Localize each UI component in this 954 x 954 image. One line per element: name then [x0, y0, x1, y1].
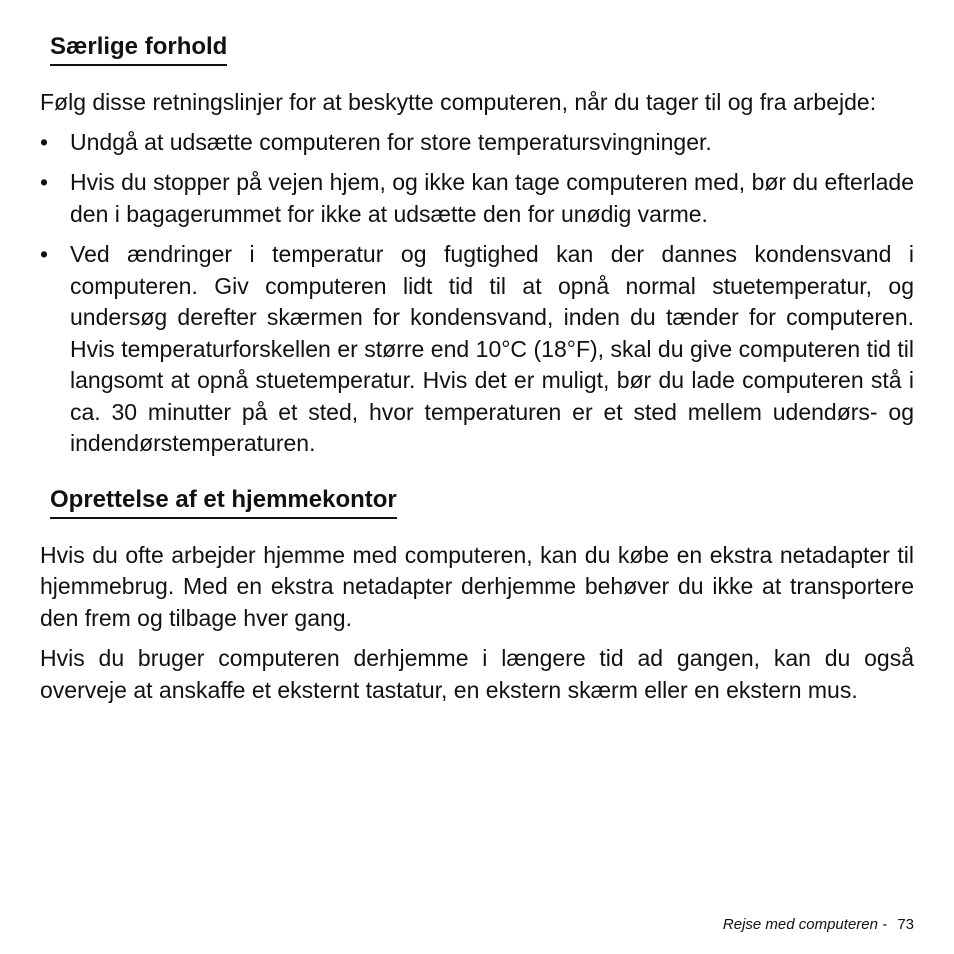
page-footer	[723, 916, 914, 933]
bullet-glyph: •	[40, 169, 49, 195]
section-heading-saerlige-forhold: Særlige forhold	[50, 30, 227, 66]
footer-chapter-title: Rejse med computeren -	[722, 916, 888, 933]
footer-page-number: 73	[897, 916, 914, 933]
list-item-text: Ved ændringer i temperatur og fugtighed kan der dannes kondensvand i computeren. Giv computeren lidt tid til at opnå normal stuetemperatur, og undersøg derefter skærmen for kondensvand, inden du tænder for computeren. Hvis temperaturforskellen er større end 10°C (18°F), skal du give computeren tid til langsomt at opnå stuetemperatur. Hvis det er muligt, bør du lade computeren stå i ca. 30 minutter på et sted, hvor temperaturen er et sted mellem udendørs- og indendørstemperaturen.	[70, 241, 914, 456]
bullet-glyph: •	[40, 128, 49, 155]
bullet-list	[40, 127, 914, 460]
section-heading-hjemmekontor: Oprettelse af et hjemmekontor	[50, 483, 397, 519]
document-page	[40, 30, 914, 706]
section-heading-wrapper	[40, 483, 914, 519]
section-heading-wrapper	[40, 30, 914, 66]
list-item	[40, 239, 914, 460]
list-item	[40, 127, 914, 159]
list-item-text: Hvis du stopper på vejen hjem, og ikke kan tage computeren med, bør du efterlade den i bagagerummet for ikke at udsætte den for unødig varme.	[70, 169, 914, 227]
body-paragraph: Hvis du bruger computeren derhjemme i længere tid ad gangen, kan du også overveje at anskaffe et eksternt tastatur, en ekstern skærm eller en ekstern mus.	[40, 645, 914, 703]
list-item-text: Undgå at udsætte computeren for store temperatursvingninger.	[70, 128, 712, 155]
bullet-glyph: •	[40, 241, 49, 267]
intro-paragraph: Følg disse retningslinjer for at beskytte computeren, når du tager til og fra arbejde:	[40, 89, 877, 115]
body-paragraph: Hvis du ofte arbejder hjemme med computeren, kan du købe en ekstra netadapter til hjemmebrug. Med en ekstra netadapter derhjemme behøver du ikke at transportere den frem og tilbage hver gang.	[40, 541, 914, 631]
list-item	[40, 167, 914, 230]
